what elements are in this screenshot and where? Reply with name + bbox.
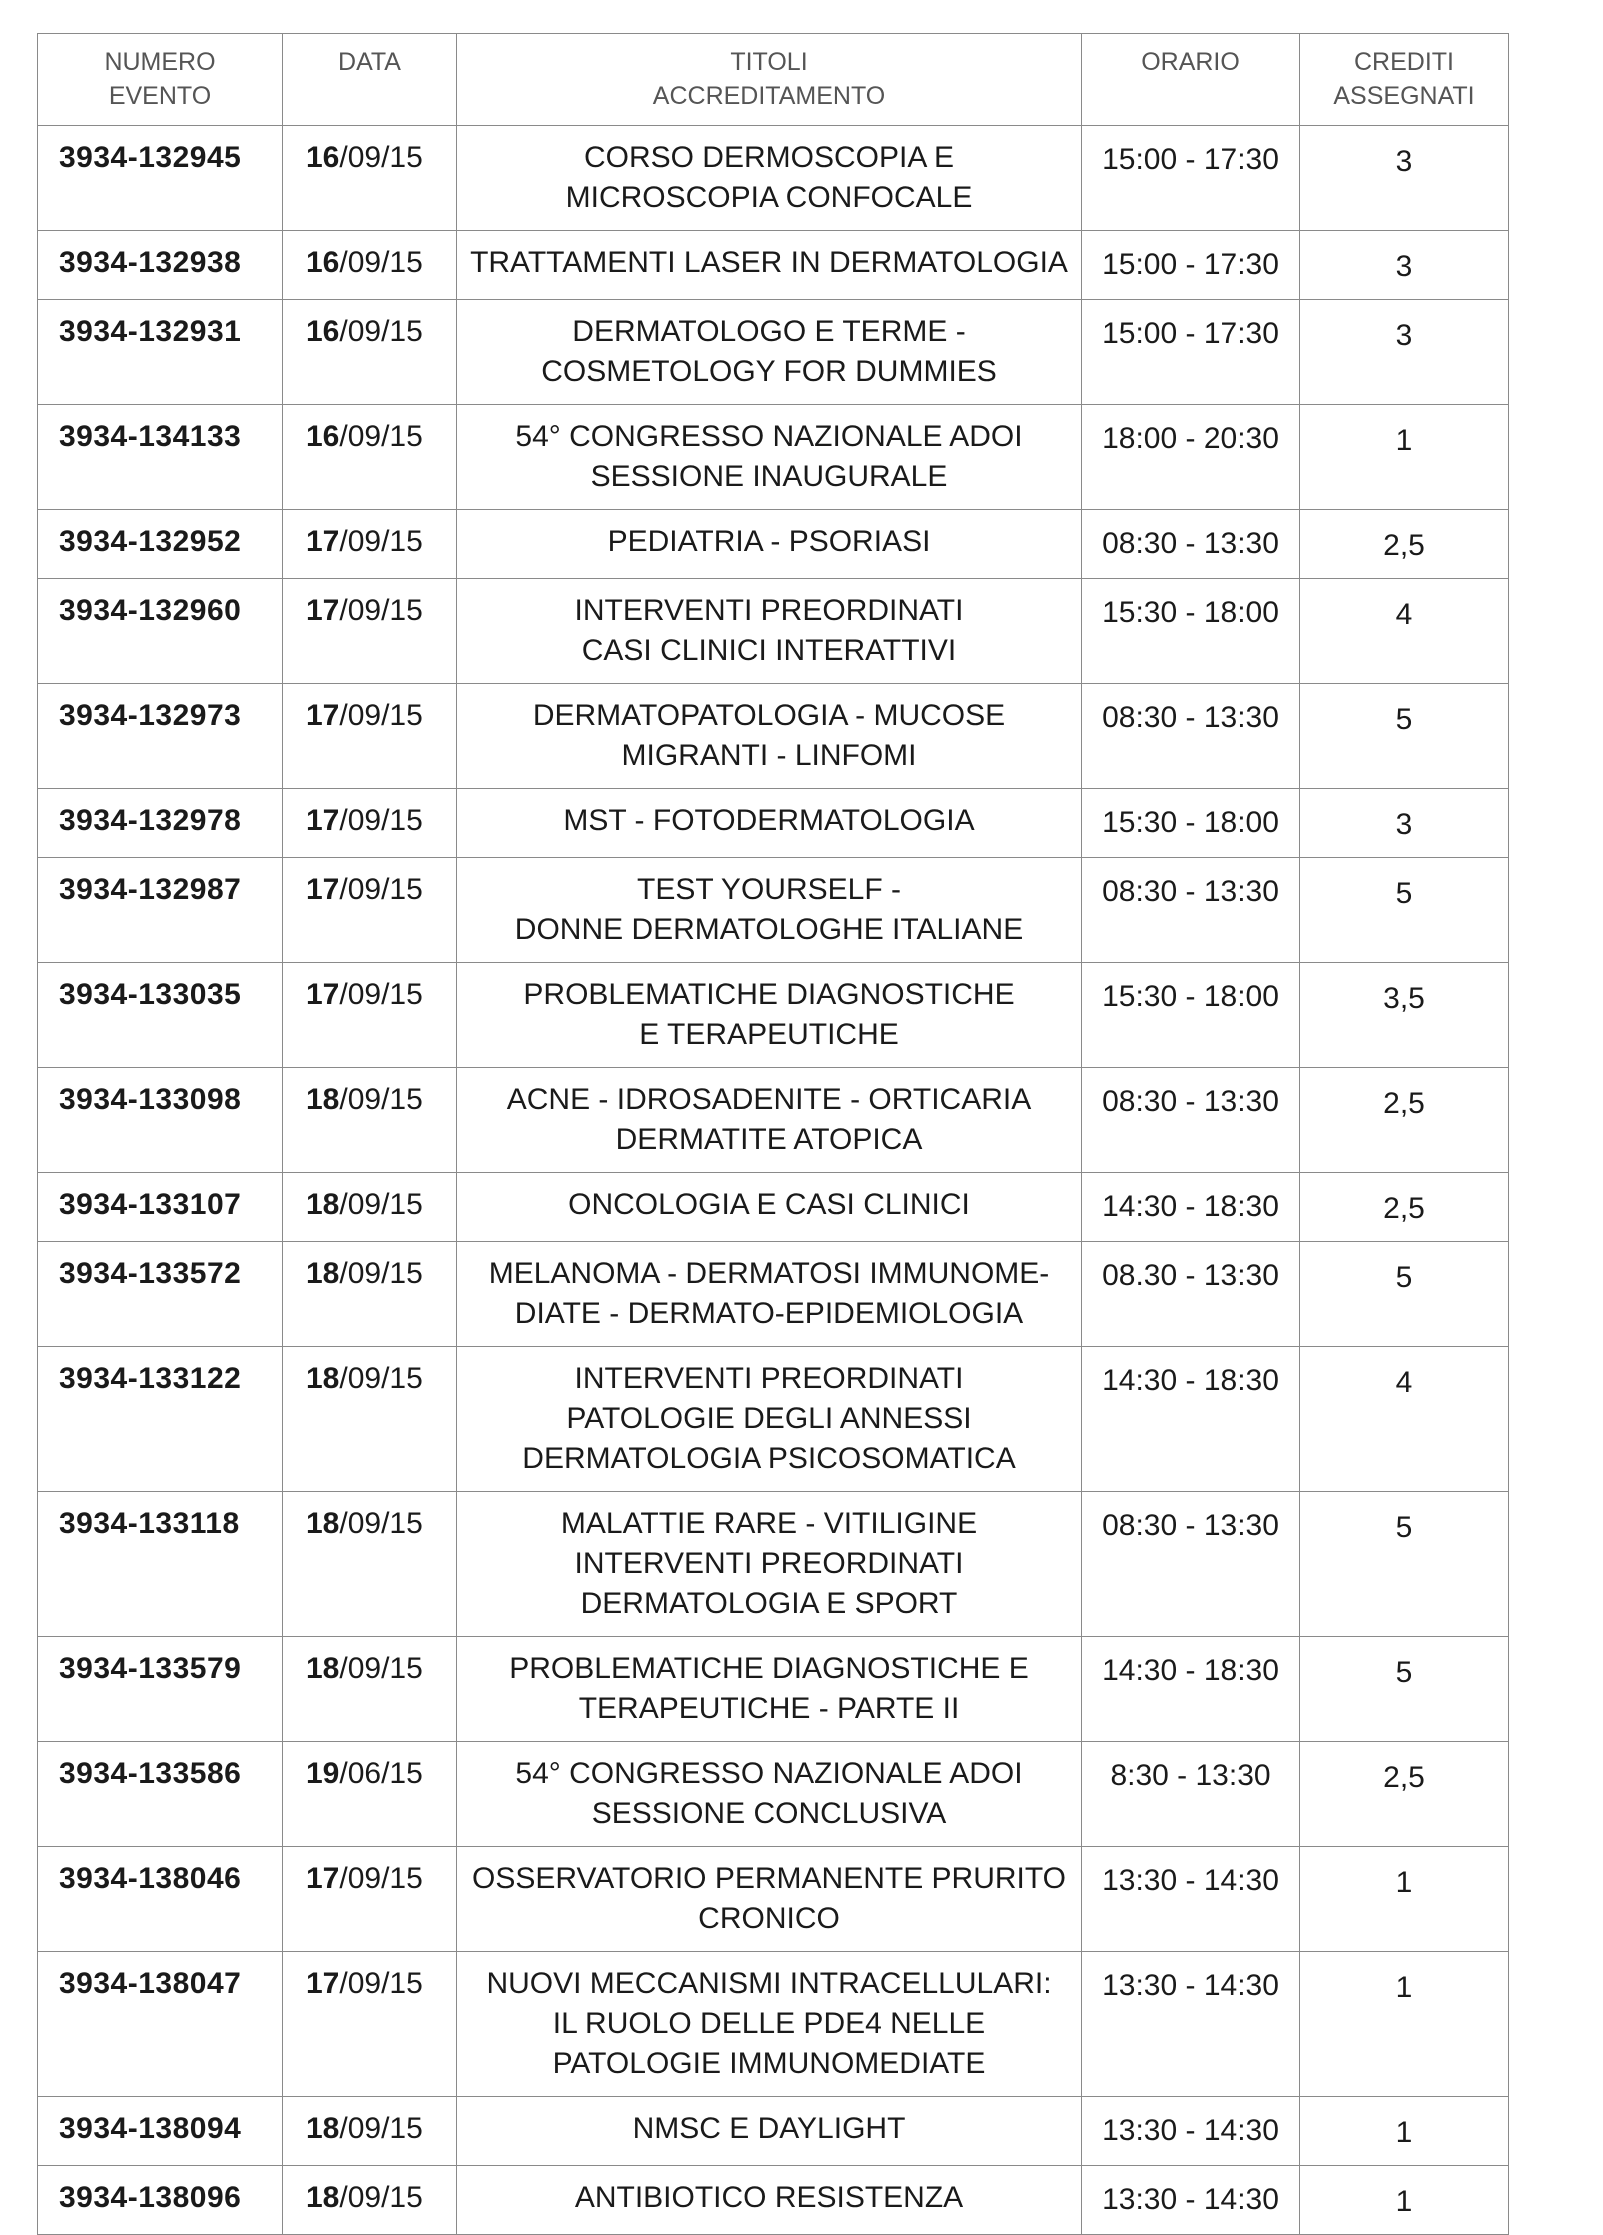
event-date-day: 17 [306, 978, 340, 1011]
header-label-line: DATA [338, 48, 401, 76]
table-row [38, 1492, 1509, 1637]
table-row [38, 858, 1509, 963]
event-credits: 2,5 [1300, 1068, 1509, 1173]
header-label-line: ACCREDITAMENTO [652, 82, 886, 110]
event-date-month-year: /09/15 [339, 1362, 423, 1395]
event-date [283, 1952, 457, 2097]
event-date-month-year: /09/15 [339, 246, 423, 279]
table-row [38, 1068, 1509, 1173]
event-title [457, 579, 1082, 684]
event-title-line: MIGRANTI - LINFOMI [621, 739, 917, 772]
table-row [38, 231, 1509, 300]
event-title [457, 510, 1082, 579]
table-body [38, 126, 1509, 2235]
event-time: 08.30 - 13:30 [1082, 1242, 1300, 1347]
event-credits: 3 [1300, 231, 1509, 300]
event-date-day: 17 [306, 525, 340, 558]
event-number: 3934-133118 [38, 1492, 283, 1637]
table-row [38, 405, 1509, 510]
event-time: 13:30 - 14:30 [1082, 1847, 1300, 1952]
event-credits: 5 [1300, 684, 1509, 789]
header-numero-evento [38, 34, 283, 126]
event-title-line: OSSERVATORIO PERMANENTE PRURITO [472, 1862, 1066, 1895]
event-date-day: 18 [306, 1083, 340, 1116]
event-date-month-year: /09/15 [339, 315, 423, 348]
event-title-line: TEST YOURSELF - [637, 873, 901, 906]
event-time: 08:30 - 13:30 [1082, 684, 1300, 789]
event-title-line: TERAPEUTICHE - PARTE II [578, 1692, 960, 1725]
event-time: 08:30 - 13:30 [1082, 510, 1300, 579]
event-title-line: INTERVENTI PREORDINATI [574, 1362, 964, 1395]
event-number: 3934-133122 [38, 1347, 283, 1492]
event-date-day: 18 [306, 1257, 340, 1290]
event-time: 14:30 - 18:30 [1082, 1173, 1300, 1242]
event-title-line: COSMETOLOGY FOR DUMMIES [541, 355, 997, 388]
header-orario [1082, 34, 1300, 126]
event-time: 15:30 - 18:00 [1082, 963, 1300, 1068]
event-number: 3934-132978 [38, 789, 283, 858]
event-title-line: ONCOLOGIA E CASI CLINICI [568, 1188, 970, 1221]
event-date-day: 17 [306, 1862, 340, 1895]
event-date [283, 231, 457, 300]
table-row [38, 684, 1509, 789]
table-row [38, 1173, 1509, 1242]
event-title-line: CASI CLINICI INTERATTIVI [581, 634, 957, 667]
event-title [457, 300, 1082, 405]
header-label-line: ASSEGNATI [1333, 82, 1475, 110]
event-date-month-year: /09/15 [339, 141, 423, 174]
event-title [457, 1173, 1082, 1242]
event-credits: 1 [1300, 1952, 1509, 2097]
event-time: 15:00 - 17:30 [1082, 300, 1300, 405]
event-title [457, 1847, 1082, 1952]
event-time: 15:30 - 18:00 [1082, 789, 1300, 858]
event-date-day: 16 [306, 141, 340, 174]
event-title-line: ANTIBIOTICO RESISTENZA [574, 2181, 964, 2214]
table-row [38, 1242, 1509, 1347]
table-row [38, 1952, 1509, 2097]
event-date [283, 579, 457, 684]
event-date [283, 126, 457, 231]
event-number: 3934-138094 [38, 2097, 283, 2166]
event-title-line: DERMATOLOGIA E SPORT [580, 1587, 958, 1620]
table-row [38, 1742, 1509, 1847]
event-time: 08:30 - 13:30 [1082, 1068, 1300, 1173]
event-title-line: CRONICO [698, 1902, 840, 1935]
event-number: 3934-133586 [38, 1742, 283, 1847]
event-title-line: INTERVENTI PREORDINATI [574, 594, 964, 627]
event-time: 13:30 - 14:30 [1082, 2097, 1300, 2166]
event-date-day: 17 [306, 873, 340, 906]
header-label-line: EVENTO [108, 82, 212, 110]
event-credits: 1 [1300, 1847, 1509, 1952]
header-titoli-accreditamento [457, 34, 1082, 126]
event-title-line: PROBLEMATICHE DIAGNOSTICHE E [509, 1652, 1029, 1685]
event-credits: 4 [1300, 579, 1509, 684]
event-number: 3934-133572 [38, 1242, 283, 1347]
event-date [283, 405, 457, 510]
event-number: 3934-138047 [38, 1952, 283, 2097]
event-date [283, 1742, 457, 1847]
event-date [283, 1173, 457, 1242]
event-credits: 3,5 [1300, 963, 1509, 1068]
event-title-line: PEDIATRIA - PSORIASI [607, 525, 931, 558]
event-date-day: 17 [306, 594, 340, 627]
event-title-line: DERMATOLOGIA PSICOSOMATICA [522, 1442, 1016, 1475]
event-date [283, 2097, 457, 2166]
event-time: 13:30 - 14:30 [1082, 2166, 1300, 2235]
event-date-day: 18 [306, 1362, 340, 1395]
event-time: 15:30 - 18:00 [1082, 579, 1300, 684]
event-date [283, 858, 457, 963]
event-number: 3934-132952 [38, 510, 283, 579]
table-row [38, 963, 1509, 1068]
event-date-month-year: /09/15 [339, 1507, 423, 1540]
event-date-month-year: /09/15 [339, 525, 423, 558]
event-time: 18:00 - 20:30 [1082, 405, 1300, 510]
event-number: 3934-132931 [38, 300, 283, 405]
table-row [38, 126, 1509, 231]
event-title-line: DERMATOLOGO E TERME - [572, 315, 966, 348]
event-credits: 5 [1300, 1242, 1509, 1347]
event-title-line: INTERVENTI PREORDINATI [574, 1547, 964, 1580]
event-time: 8:30 - 13:30 [1082, 1742, 1300, 1847]
event-date-day: 18 [306, 2112, 340, 2145]
event-title-line: E TERAPEUTICHE [639, 1018, 899, 1051]
table-row [38, 300, 1509, 405]
event-title-line: CORSO DERMOSCOPIA E [583, 141, 955, 174]
header-label-line: CREDITI [1354, 48, 1454, 76]
event-title [457, 1347, 1082, 1492]
event-credits: 3 [1300, 126, 1509, 231]
event-title [457, 858, 1082, 963]
event-date-month-year: /06/15 [339, 1757, 423, 1790]
event-title [457, 1242, 1082, 1347]
document-page [37, 33, 1508, 2235]
event-number: 3934-132960 [38, 579, 283, 684]
event-time: 14:30 - 18:30 [1082, 1347, 1300, 1492]
event-title [457, 963, 1082, 1068]
event-time: 08:30 - 13:30 [1082, 1492, 1300, 1637]
ecm-events-table [37, 33, 1509, 2235]
event-number: 3934-134133 [38, 405, 283, 510]
event-time: 13:30 - 14:30 [1082, 1952, 1300, 2097]
event-title-line: SESSIONE CONCLUSIVA [591, 1797, 947, 1830]
event-date [283, 1637, 457, 1742]
event-title-line: MELANOMA - DERMATOSI IMMUNOME- [488, 1257, 1050, 1290]
event-date [283, 789, 457, 858]
event-date-day: 16 [306, 420, 340, 453]
event-credits: 5 [1300, 1637, 1509, 1742]
event-title [457, 1952, 1082, 2097]
event-title-line: MICROSCOPIA CONFOCALE [565, 181, 973, 214]
event-time: 08:30 - 13:30 [1082, 858, 1300, 963]
event-title-line: 54° CONGRESSO NAZIONALE ADOI [515, 1757, 1023, 1790]
table-row [38, 1637, 1509, 1742]
header-label-line: ORARIO [1141, 48, 1240, 76]
event-date-month-year: /09/15 [339, 594, 423, 627]
event-title-line: IL RUOLO DELLE PDE4 NELLE [552, 2007, 986, 2040]
event-date-day: 17 [306, 804, 340, 837]
event-title-line: MST - FOTODERMATOLOGIA [563, 804, 975, 837]
event-title-line: 54° CONGRESSO NAZIONALE ADOI [515, 420, 1023, 453]
event-date-month-year: /09/15 [339, 1652, 423, 1685]
event-date [283, 1492, 457, 1637]
event-title [457, 1742, 1082, 1847]
table-row [38, 510, 1509, 579]
table-row [38, 2166, 1509, 2235]
event-date-day: 19 [306, 1757, 340, 1790]
table-header-row [38, 34, 1509, 126]
event-time: 14:30 - 18:30 [1082, 1637, 1300, 1742]
event-credits: 3 [1300, 789, 1509, 858]
table-row [38, 579, 1509, 684]
event-date [283, 2166, 457, 2235]
header-label-line: TITOLI [730, 48, 808, 76]
event-date-day: 18 [306, 2181, 340, 2214]
event-date [283, 1347, 457, 1492]
event-number: 3934-132945 [38, 126, 283, 231]
event-date-day: 17 [306, 1967, 340, 2000]
event-number: 3934-132973 [38, 684, 283, 789]
event-date-month-year: /09/15 [339, 699, 423, 732]
event-date [283, 300, 457, 405]
event-credits: 5 [1300, 1492, 1509, 1637]
event-title [457, 405, 1082, 510]
header-label-line: NUMERO [104, 48, 216, 76]
header-crediti-assegnati [1300, 34, 1509, 126]
event-title-line: PROBLEMATICHE DIAGNOSTICHE [523, 978, 1015, 1011]
event-date-day: 16 [306, 246, 340, 279]
event-date-day: 18 [306, 1507, 340, 1540]
event-title-line: MALATTIE RARE - VITILIGINE [560, 1507, 978, 1540]
event-date [283, 963, 457, 1068]
event-title-line: PATOLOGIE IMMUNOMEDIATE [552, 2047, 986, 2080]
event-date-day: 16 [306, 315, 340, 348]
event-title-line: DERMATITE ATOPICA [615, 1123, 923, 1156]
event-title [457, 1637, 1082, 1742]
event-date-month-year: /09/15 [339, 1083, 423, 1116]
event-credits: 2,5 [1300, 510, 1509, 579]
event-date [283, 1068, 457, 1173]
event-date-day: 18 [306, 1652, 340, 1685]
event-title-line: SESSIONE INAUGURALE [590, 460, 948, 493]
table-row [38, 2097, 1509, 2166]
event-date-month-year: /09/15 [339, 978, 423, 1011]
event-date-month-year: /09/15 [339, 1862, 423, 1895]
event-date-day: 18 [306, 1188, 340, 1221]
event-title-line: NMSC E DAYLIGHT [632, 2112, 906, 2145]
event-credits: 2,5 [1300, 1173, 1509, 1242]
event-credits: 1 [1300, 2097, 1509, 2166]
event-date [283, 1847, 457, 1952]
event-title [457, 2166, 1082, 2235]
event-number: 3934-133579 [38, 1637, 283, 1742]
event-title [457, 2097, 1082, 2166]
event-credits: 5 [1300, 858, 1509, 963]
event-title-line: NUOVI MECCANISMI INTRACELLULARI: [486, 1967, 1052, 2000]
event-title-line: PATOLOGIE DEGLI ANNESSI [566, 1402, 972, 1435]
event-credits: 2,5 [1300, 1742, 1509, 1847]
event-number: 3934-132938 [38, 231, 283, 300]
event-credits: 1 [1300, 2166, 1509, 2235]
table-row [38, 789, 1509, 858]
event-number: 3934-132987 [38, 858, 283, 963]
event-title [457, 126, 1082, 231]
event-title [457, 231, 1082, 300]
event-date [283, 1242, 457, 1347]
event-time: 15:00 - 17:30 [1082, 126, 1300, 231]
event-title [457, 1492, 1082, 1637]
table-row [38, 1347, 1509, 1492]
event-title-line: TRATTAMENTI LASER IN DERMATOLOGIA [470, 246, 1068, 279]
event-date-day: 17 [306, 699, 340, 732]
event-date-month-year: /09/15 [339, 420, 423, 453]
event-title [457, 789, 1082, 858]
event-date [283, 510, 457, 579]
event-date-month-year: /09/15 [339, 804, 423, 837]
event-title-line: DIATE - DERMATO-EPIDEMIOLOGIA [514, 1297, 1024, 1330]
event-title [457, 1068, 1082, 1173]
event-title [457, 684, 1082, 789]
event-title-line: DONNE DERMATOLOGHE ITALIANE [514, 913, 1024, 946]
event-number: 3934-138046 [38, 1847, 283, 1952]
event-credits: 3 [1300, 300, 1509, 405]
event-date-month-year: /09/15 [339, 2181, 423, 2214]
event-number: 3934-133035 [38, 963, 283, 1068]
event-date [283, 684, 457, 789]
table-row [38, 1847, 1509, 1952]
event-number: 3934-133107 [38, 1173, 283, 1242]
event-credits: 4 [1300, 1347, 1509, 1492]
event-title-line: ACNE - IDROSADENITE - ORTICARIA [506, 1083, 1032, 1116]
event-date-month-year: /09/15 [339, 873, 423, 906]
event-date-month-year: /09/15 [339, 1257, 423, 1290]
event-date-month-year: /09/15 [339, 2112, 423, 2145]
event-date-month-year: /09/15 [339, 1967, 423, 2000]
event-time: 15:00 - 17:30 [1082, 231, 1300, 300]
event-date-month-year: /09/15 [339, 1188, 423, 1221]
event-credits: 1 [1300, 405, 1509, 510]
event-title-line: DERMATOPATOLOGIA - MUCOSE [532, 699, 1006, 732]
event-number: 3934-138096 [38, 2166, 283, 2235]
event-number: 3934-133098 [38, 1068, 283, 1173]
header-data [283, 34, 457, 126]
